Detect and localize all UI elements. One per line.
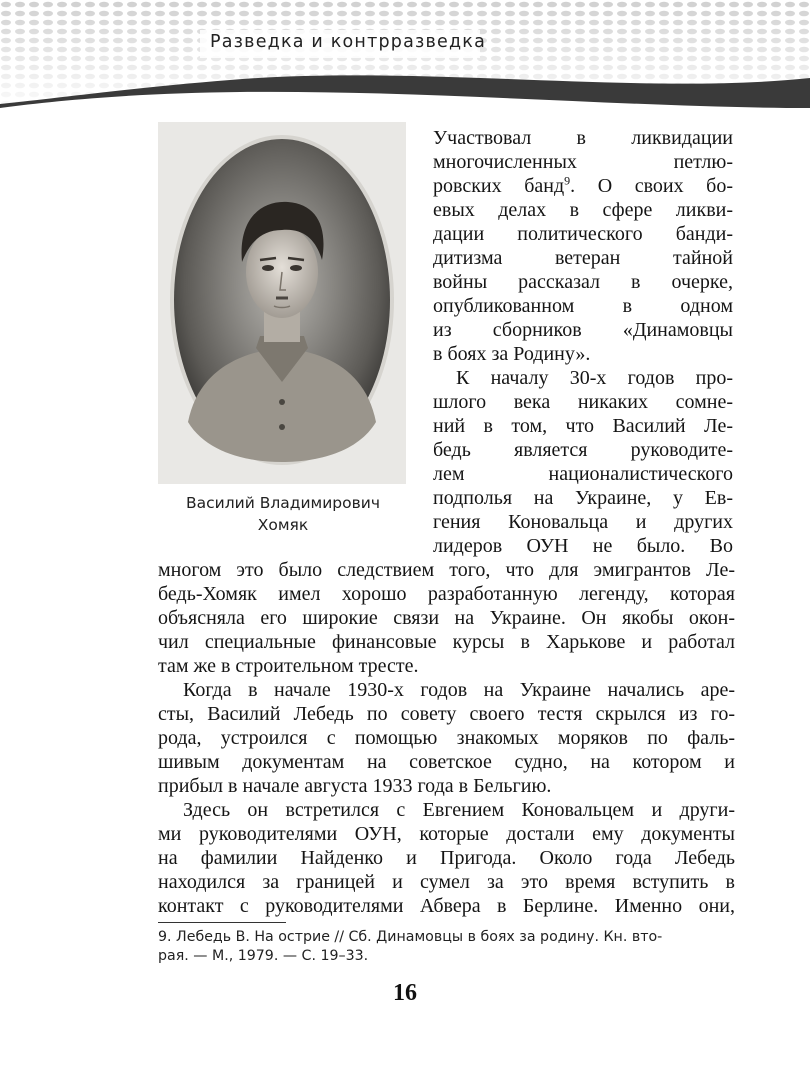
body-line: контакт с руководителями Абвера в Берлине. Именно они, (158, 895, 735, 917)
body-line: сты, Василий Лебедь по совету своего тестя скрылся из го- (158, 703, 735, 725)
running-title: Разведка и контрразведка (210, 32, 486, 52)
body-line: прибыл в начале августа 1933 года в Бельгию. (158, 775, 552, 797)
body-line: подполья на Украине, у Ев- (433, 487, 733, 509)
body-line: гения Коновальца и других (433, 511, 733, 533)
body-line: там же в строительном тресте. (158, 655, 419, 677)
body-line: из сборников «Динамовцы (433, 319, 733, 341)
body-line (433, 174, 733, 198)
body-line: шлого века никаких сомне- (433, 391, 733, 413)
paragraph-start: Когда в начале 1930-х годов на Украине начались аре- (183, 679, 735, 701)
body-text: . О своих бо- (570, 175, 733, 197)
body-line: рода, устроился с помощью знакомых моряков по фаль- (158, 727, 735, 749)
caption-line: Василий Владимирович (186, 494, 380, 512)
body-line: ний в том, что Василий Ле- (433, 415, 733, 437)
body-line: бедь-Хомяк имел хорошо разработанную легенду, которая (158, 583, 735, 605)
photo-caption (150, 492, 416, 536)
body-line: войны рассказал в очерке, (433, 271, 733, 293)
body-line: в боях за Родину». (433, 343, 591, 365)
body-line: шивым документам на советское судно, на котором и (158, 751, 735, 773)
header-decoration-icon (0, 0, 810, 120)
body-line: находился за границей и сумел за это время вступить в (158, 871, 735, 893)
paragraph-start: К началу 30-х годов про- (456, 367, 733, 389)
footnote-ref: 9 (564, 173, 571, 188)
body-line: объясняла его широкие связи на Украине. Он якобы окон- (158, 607, 735, 629)
paragraph-start: Здесь он встретился с Евгением Коновальцем и други- (183, 799, 735, 821)
body-line: евых делах в сфере ликви- (433, 199, 733, 221)
body-line: чил специальные финансовые курсы в Харькове и работал (158, 631, 735, 653)
body-line: ми руководителями ОУН, которые достали ему документы (158, 823, 735, 845)
footnote-line: 9. Лебедь В. На острие // Сб. Динамовцы в боях за родину. Кн. вто- (158, 929, 663, 945)
caption-line: Хомяк (257, 516, 309, 534)
body-line: многом это было следствием того, что для эмигрантов Ле- (158, 559, 735, 581)
footnote-line: рая. — М., 1979. — С. 19–33. (158, 948, 369, 964)
body-line: бедь является руководите- (433, 439, 733, 461)
body-line: многочисленных петлю- (433, 151, 733, 173)
page-header (0, 0, 810, 120)
footnote-divider (158, 922, 286, 923)
body-line: дитизма ветеран тайной (433, 247, 733, 269)
body-line: дации политического банди- (433, 223, 733, 245)
body-line: опубликованном в одном (433, 295, 733, 317)
body-text: ровских банд (433, 175, 565, 197)
body-line: лидеров ОУН не было. Во (433, 535, 733, 557)
body-line: на фамилии Найденко и Пригода. Около года Лебедь (158, 847, 735, 869)
body-line: лем националистического (433, 463, 733, 485)
portrait-photo (158, 122, 406, 484)
body-line: Участвовал в ликвидации (433, 127, 733, 149)
page-number: 16 (393, 980, 417, 1006)
